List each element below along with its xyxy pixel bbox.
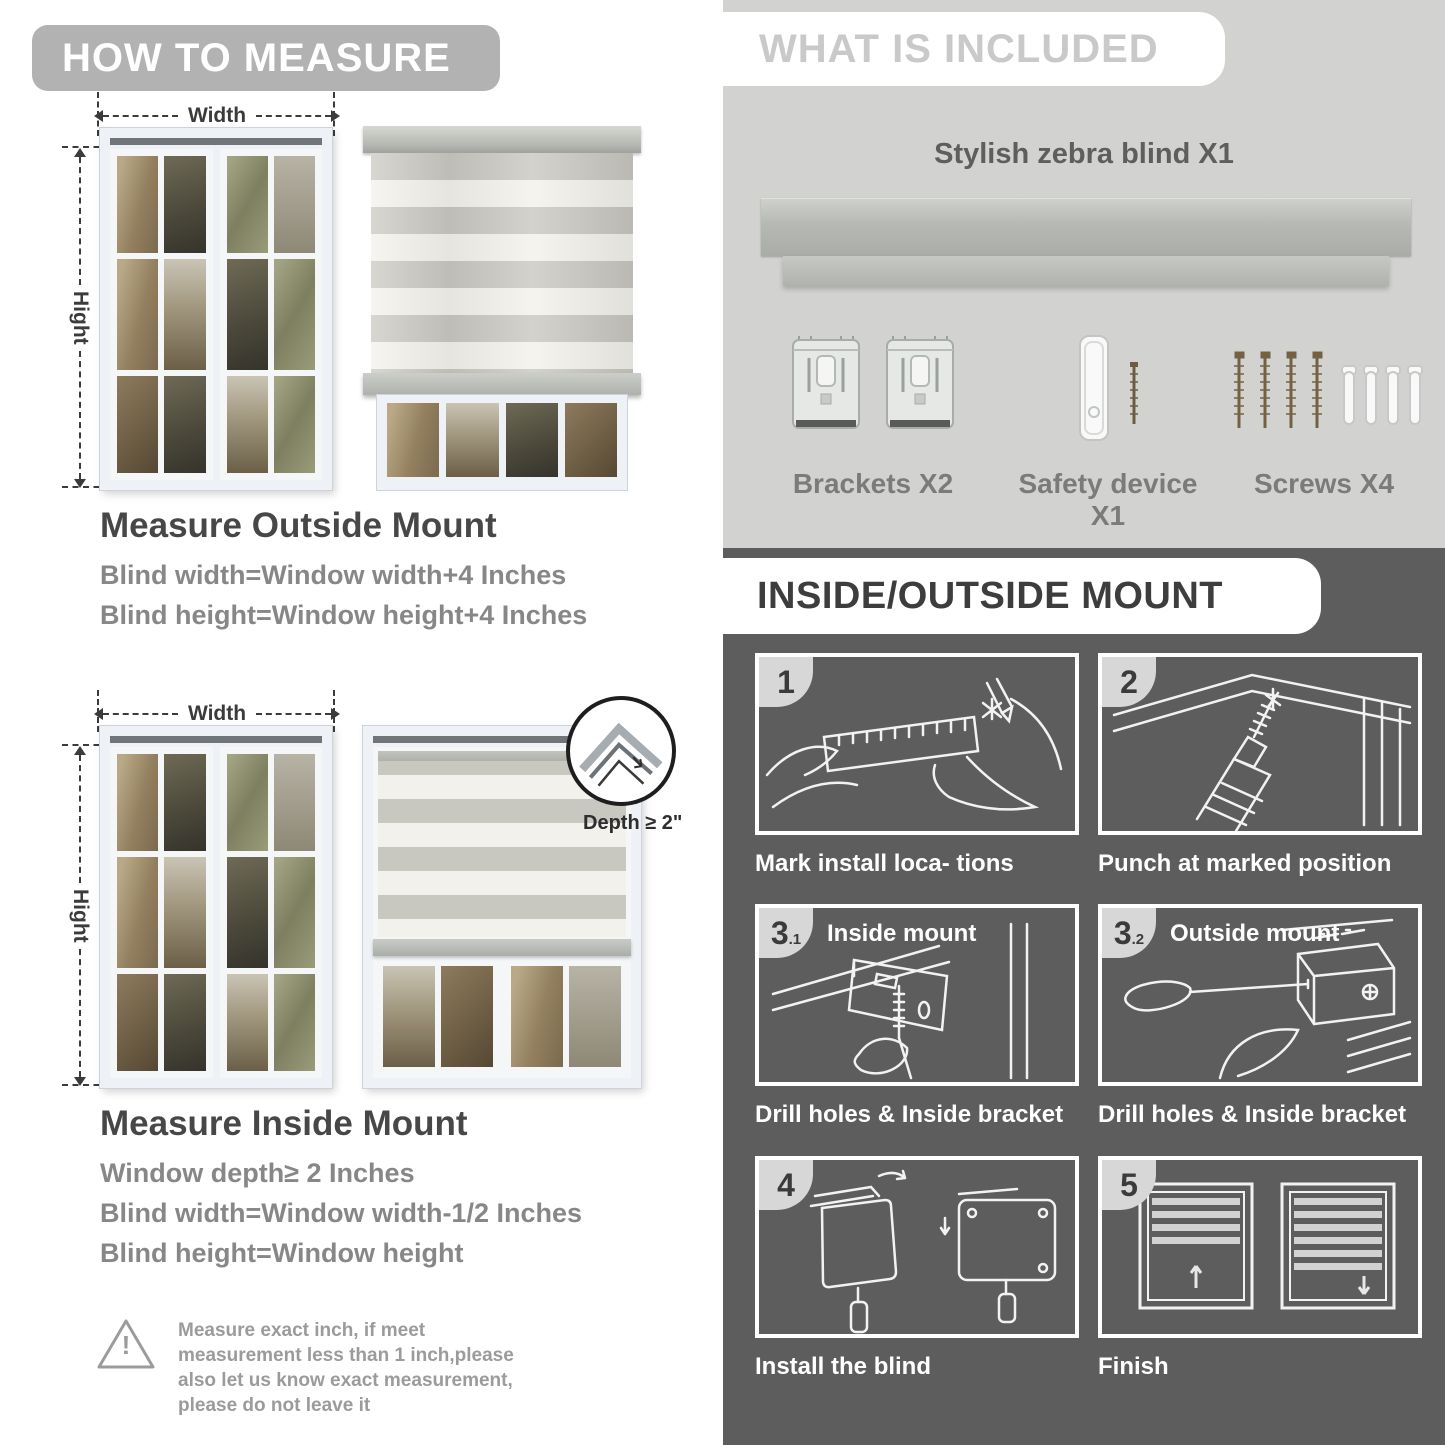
how-to-measure-header: HOW TO MEASURE xyxy=(32,25,500,91)
inside-mount-title: Measure Inside Mount xyxy=(100,1104,468,1143)
window-photo-outside xyxy=(100,128,332,490)
window-sash xyxy=(220,747,323,1078)
safety-device-icon xyxy=(1005,332,1211,454)
arrow-left-icon xyxy=(94,110,103,122)
step-1 xyxy=(755,653,1079,878)
step-title: Inside mount xyxy=(827,920,977,947)
inside-mount-line: Window depth≥ 2 Inches xyxy=(100,1158,415,1188)
step-caption: Drill holes & Inside bracket xyxy=(755,1101,1064,1128)
blind-headrail-lower-bar xyxy=(783,256,1389,286)
product-label: Stylish zebra blind X1 xyxy=(934,138,1234,170)
depth-label: Depth ≥ 2" xyxy=(583,812,683,834)
outside-mount-title: Measure Outside Mount xyxy=(100,506,497,545)
arrow-down-icon xyxy=(74,1077,86,1086)
blind-headrail-image xyxy=(761,198,1411,256)
inside-mount-line: Blind width=Window width-1/2 Inches xyxy=(100,1198,583,1228)
arrow-left-icon xyxy=(94,708,103,720)
depth-magnifier-circle xyxy=(566,696,676,806)
step-caption: Finish xyxy=(1098,1353,1169,1380)
inside-outside-mount-header: INSIDE/OUTSIDE MOUNT xyxy=(723,558,1321,634)
outside-mount-line: Blind height=Window height+4 Inches xyxy=(100,600,588,630)
step-2 xyxy=(1098,653,1422,878)
inside-mount-line: Blind height=Window height xyxy=(100,1238,464,1268)
window-photo-inside xyxy=(100,726,332,1088)
arrow-down-icon xyxy=(74,479,86,488)
width-arrow xyxy=(94,702,340,726)
included-item-screws xyxy=(1221,332,1427,500)
window-sash xyxy=(220,149,323,480)
arrow-up-icon xyxy=(74,148,86,157)
step-5 xyxy=(1098,1156,1422,1381)
outside-mount-line: Blind width=Window width+4 Inches xyxy=(100,560,567,590)
included-item-safety-device xyxy=(1005,332,1211,532)
arrow-right-icon xyxy=(331,110,340,122)
right-column xyxy=(723,0,1445,1445)
blind-bottom-rail xyxy=(373,939,631,956)
window-sash xyxy=(110,747,213,1078)
step-3-2 xyxy=(1098,904,1422,1129)
arrow-up-icon xyxy=(74,746,86,755)
zebra-blind-outside-mount-image xyxy=(363,126,641,490)
step-caption: Install the blind xyxy=(755,1353,932,1380)
corner-detail-icon xyxy=(570,700,672,802)
step-3-1 xyxy=(755,904,1079,1129)
warning-exclamation: ! xyxy=(121,1330,131,1360)
mount-instructions-panel xyxy=(723,548,1445,1445)
blind-cassette xyxy=(363,126,641,153)
brackets-label: Brackets X2 xyxy=(792,468,954,499)
step-number-badge: 3 .1 xyxy=(759,908,813,958)
measure-note-text: Measure exact inch, if meet measurement less than 1 inch,please also let us know exact measurement, please do not leave it xyxy=(178,1320,514,1416)
what-is-included-header: WHAT IS INCLUDED xyxy=(723,12,1225,86)
screws-label: Screws X4 xyxy=(1253,468,1395,499)
step-4 xyxy=(755,1156,1079,1381)
height-arrow xyxy=(68,148,92,488)
width-label: Width xyxy=(187,702,247,725)
warning-triangle-icon xyxy=(95,1316,157,1372)
arrow-right-icon xyxy=(331,708,340,720)
window-lintel xyxy=(110,138,322,145)
step-number-badge: 5 xyxy=(1102,1160,1156,1210)
width-label: Width xyxy=(187,104,247,127)
safety-device-label: Safety device X1 xyxy=(1018,468,1198,531)
brackets-icon xyxy=(753,332,993,454)
window-lintel xyxy=(110,736,322,743)
blind-bottom-rail xyxy=(363,373,641,395)
window-sash xyxy=(110,149,213,480)
height-arrow xyxy=(68,746,92,1086)
step-number-badge: 4 xyxy=(759,1160,813,1210)
step-number-badge: 2 xyxy=(1102,657,1156,707)
window-sash xyxy=(506,961,626,1072)
included-item-brackets xyxy=(753,332,993,500)
step-number-badge: 3 .2 xyxy=(1102,908,1156,958)
height-label: Hight xyxy=(69,889,92,943)
step-caption: Mark install loca- tions xyxy=(755,850,1014,877)
step-caption: Drill holes & Inside bracket xyxy=(1098,1101,1407,1128)
width-arrow xyxy=(94,104,340,128)
window-below-blind xyxy=(377,395,627,490)
what-is-included-panel xyxy=(723,0,1445,548)
step-title: Outside mount xyxy=(1170,920,1340,947)
height-label: Hight xyxy=(69,291,92,345)
screws-icon xyxy=(1221,332,1427,454)
step-number-badge: 1 xyxy=(759,657,813,707)
window-sash xyxy=(378,961,498,1072)
blind-stripes xyxy=(371,153,633,373)
step-caption: Punch at marked position xyxy=(1098,850,1392,877)
